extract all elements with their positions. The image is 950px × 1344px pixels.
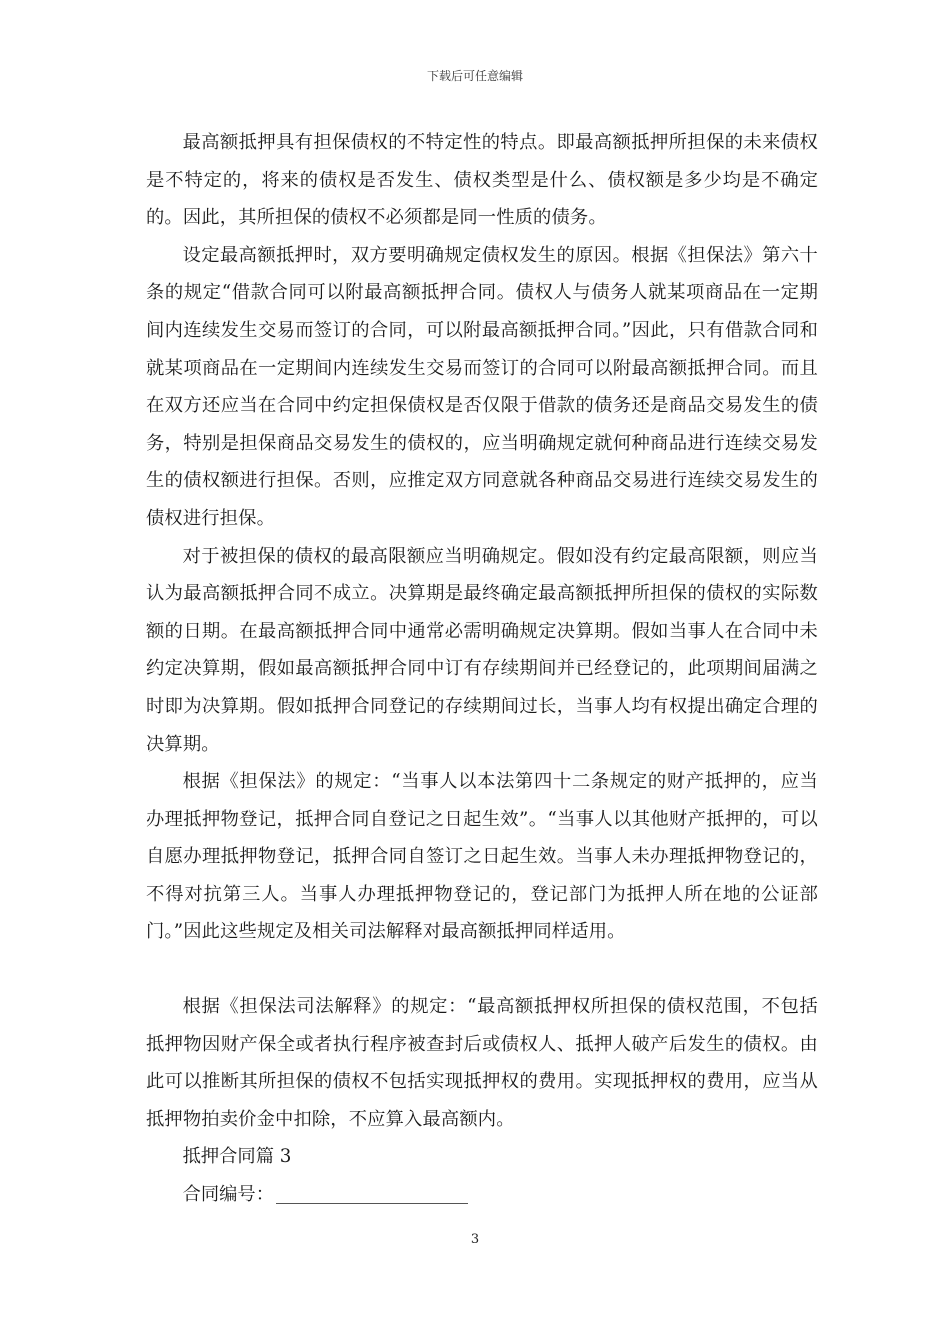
page-header: 下载后可任意编辑: [426, 69, 523, 83]
contract-number-line: [146, 1176, 818, 1214]
paragraph-5: 根据《担保法司法解释》的规定：“最高额抵押权所担保的债权范围，不包括抵押物因财产保全或者执行程序被查封后或债权人、抵押人破产后发生的债权。由此可以推断其所担保的债权不包括实现抵押权的费用。实现抵押权的费用，应当从抵押物拍卖价金中扣除，不应算入最高额内。: [146, 996, 818, 1130]
document-body: [146, 124, 818, 1214]
contract-number-label: 合同编号：: [182, 1184, 274, 1206]
page-number: 3: [470, 1232, 480, 1247]
paragraph-4: 根据《担保法》的规定：“当事人以本法第四十二条规定的财产抵押的，应当办理抵押物登记，抵押合同自登记之日起生效”。“当事人以其他财产抵押的，可以自愿办理抵押物登记，抵押合同自签订之日起生效。当事人未办理抵押物登记的，不得对抗第三人。当事人办理抵押物登记的，登记部门为抵押人所在地的公证部门。”因此这些规定及相关司法解释对最高额抵押同样适用。: [146, 771, 818, 943]
section-title: 抵押合同篇 3: [182, 1146, 292, 1168]
paragraph-1: 最高额抵押具有担保债权的不特定性的特点。即最高额抵押所担保的未来债权是不特定的，将来的债权是否发生、债权类型是什么、债权额是多少均是不确定的。因此，其所担保的债权不必须都是同一性质的债务。: [146, 132, 818, 229]
paragraph-3: 对于被担保的债权的最高限额应当明确规定。假如没有约定最高限额，则应当认为最高额抵押合同不成立。决算期是最终确定最高额抵押所担保的债权的实际数额的日期。在最高额抵押合同中通常必需明确规定决算期。假如当事人在合同中未约定决算期，假如最高额抵押合同中订有存续期间并已经登记的，此项期间届满之时即为决算期。假如抵押合同登记的存续期间过长，当事人均有权提出确定合理的决算期。: [146, 545, 818, 755]
paragraph-2: 设定最高额抵押时，双方要明确规定债权发生的原因。根据《担保法》第六十条的规定“借款合同可以附最高额抵押合同。债权人与债务人就某项商品在一定期间内连续发生交易而签订的合同，可以附最高额抵押合同。”因此，只有借款合同和就某项商品在一定期间内连续发生交易而签订的合同可以附最高额抵押合同。而且在双方还应当在合同中约定担保债权是否仅限于借款的债务还是商品交易发生的债务，特别是担保商品交易发生的债权的，应当明确规定就何种商品进行连续交易发生的债权额进行担保。否则，应推定双方同意就各种商品交易进行连续交易发生的债权进行担保。: [146, 244, 818, 529]
contract-number-blank: [276, 1185, 468, 1204]
